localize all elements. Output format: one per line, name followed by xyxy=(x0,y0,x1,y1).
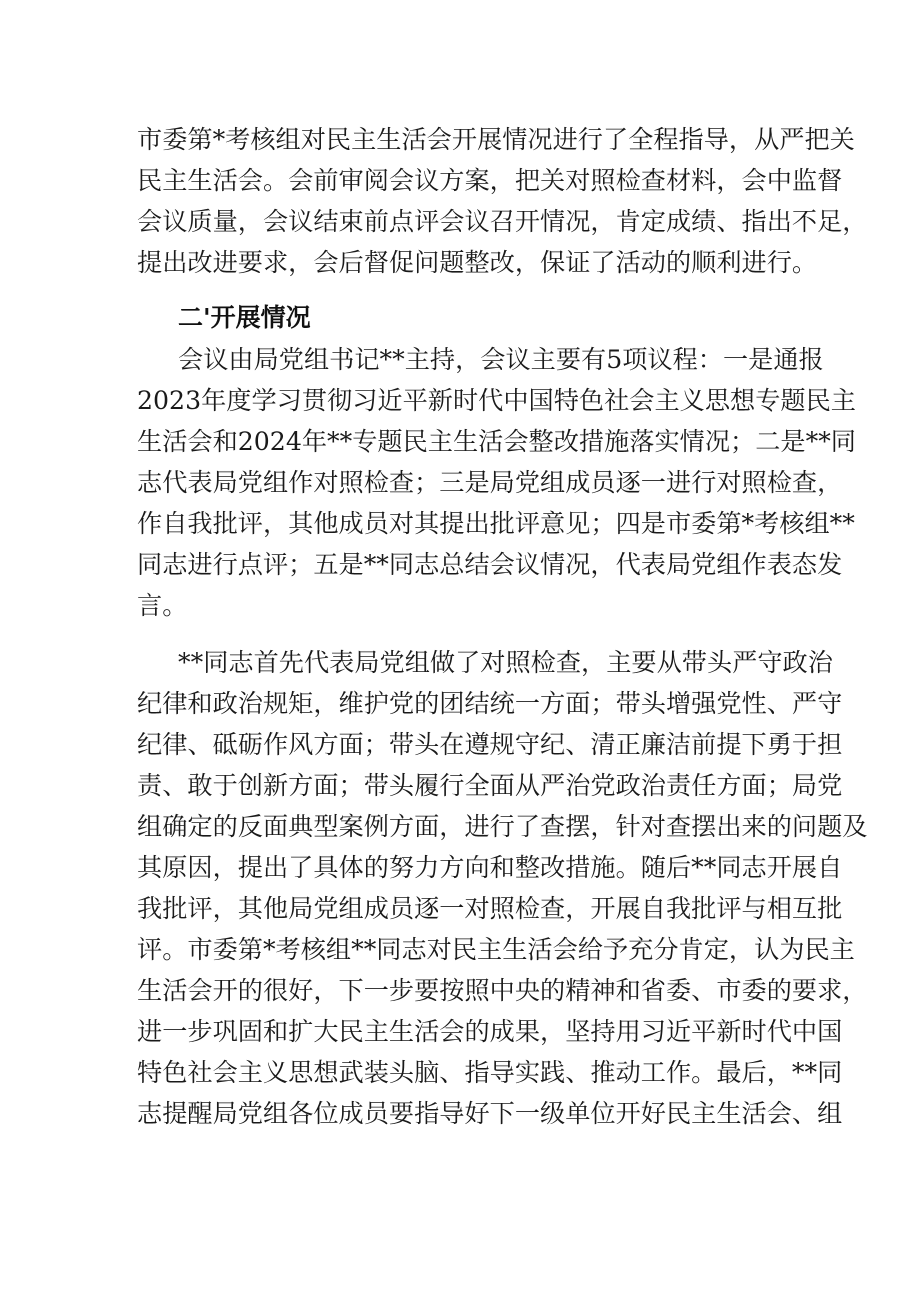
agenda-line-3: 生活会和2024年**专题民主生活会整改措施落实情况；二是**同 xyxy=(137,427,856,456)
review-line-12: 志提醒局党组各位成员要指导好下一级单位开好民主生活会、组 xyxy=(137,1099,843,1128)
review-line-1: **同志首先代表局党组做了对照检查，主要从带头严守政治 xyxy=(178,648,833,677)
intro-line-4: 提出改进要求，会后督促问题整改，保证了活动的顺利进行。 xyxy=(137,248,818,277)
intro-line-3: 会议质量，会议结束前点评会议召开情况，肯定成绩、指出不足， xyxy=(137,207,868,236)
agenda-line-7: 言。 xyxy=(137,591,188,620)
review-line-6: 其原因，提出了具体的努力方向和整改措施。随后**同志开展自 xyxy=(137,853,843,882)
review-line-10: 进一步巩固和扩大民主生活会的成果，坚持用习近平新时代中国 xyxy=(137,1017,843,1046)
review-line-9: 生活会开的很好，下一步要按照中央的精神和省委、市委的要求， xyxy=(137,976,868,1005)
review-line-4: 责、敢于创新方面；带头履行全面从严治党政治责任方面；局党 xyxy=(137,771,843,800)
review-line-7: 我批评，其他局党组成员逐一对照检查，开展自我批评与相互批 xyxy=(137,894,843,923)
section-heading: 二'开展情况 xyxy=(178,303,311,332)
review-line-11: 特色社会主义思想武装头脑、指导实践、推动工作。最后，**同 xyxy=(137,1058,843,1087)
intro-line-2: 民主生活会。会前审阅会议方案，把关对照检查材料，会中监督 xyxy=(137,166,843,195)
review-line-5: 组确定的反面典型案例方面，进行了查摆，针对查摆出来的问题及 xyxy=(137,812,868,841)
agenda-line-1: 会议由局党组书记**主持，会议主要有5项议程：一是通报 xyxy=(178,345,824,374)
agenda-line-5: 作自我批评，其他成员对其提出批评意见；四是市委第*考核组** xyxy=(137,509,855,538)
intro-line-1: 市委第*考核组对民主生活会开展情况进行了全程指导，从严把关 xyxy=(137,125,855,154)
agenda-line-6: 同志进行点评；五是**同志总结会议情况，代表局党组作表态发 xyxy=(137,550,843,579)
review-line-3: 纪律、砥砺作风方面；带头在遵规守纪、清正廉洁前提下勇于担 xyxy=(137,730,843,759)
review-line-2: 纪律和政治规矩，维护党的团结统一方面；带头增强党性、严守 xyxy=(137,689,843,718)
agenda-line-4: 志代表局党组作对照检查；三是局党组成员逐一进行对照检查， xyxy=(137,468,843,497)
review-line-8: 评。市委第*考核组**同志对民主生活会给予充分肯定，认为民主 xyxy=(137,935,855,964)
agenda-line-2: 2023年度学习贯彻习近平新时代中国特色社会主义思想专题民主 xyxy=(137,386,856,415)
